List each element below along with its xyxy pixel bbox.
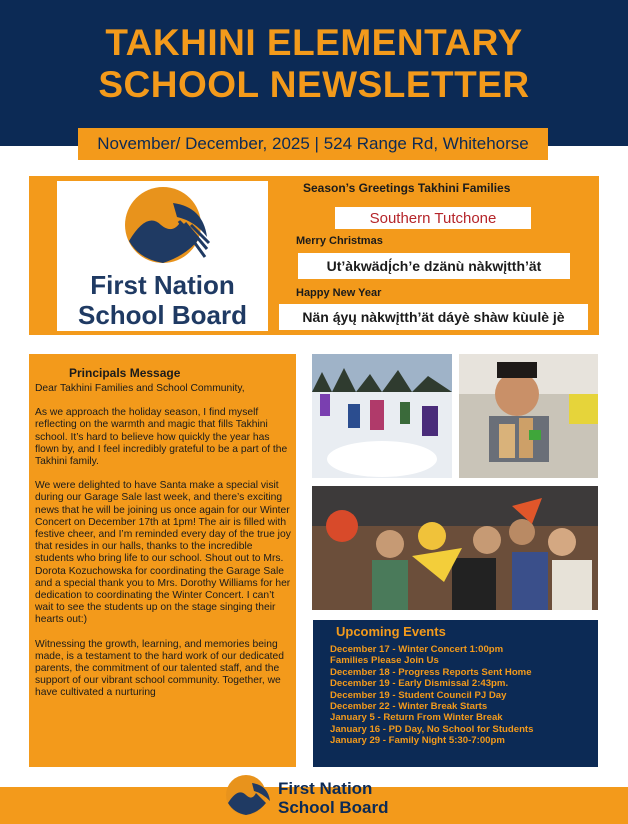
events-list	[330, 644, 594, 747]
footer-bar	[0, 779, 628, 824]
logo-text-line-1: First Nation	[90, 270, 235, 300]
photo-block-building	[459, 354, 598, 478]
event-item: December 18 - Progress Reports Sent Home	[330, 666, 532, 678]
event-item: December 19 - Student Council PJ Day	[330, 689, 507, 701]
dateline-banner: November/ December, 2025 | 524 Range Rd, Whitehorse	[78, 128, 548, 160]
photo-snow-play	[312, 354, 452, 478]
principals-message-heading: Principals Message	[69, 366, 181, 380]
logo-text-line-2: School Board	[77, 300, 247, 330]
message-paragraph: We were delighted to have Santa make a special visit during our Garage Sale last week, and there’s exciting news that he will be joining us once again for our Winter Concert on December 17th at 1pm! The air is filled with festive cheer, and I’m reminded every day of the true joy that resides in our halls, thanks to the incredible students who bring life to our school. Shout out to Mrs. Dorota Kozuchowska for coordinating the Garage Sale and a special thank you to Mrs. Dorothy Williams for her dedication to coordinating the Winter Concert. I can’t wait to see the students up on the stage singing their hearts out:)	[35, 480, 291, 626]
newsletter-header	[0, 0, 628, 146]
merry-christmas-tutchone: Ut’àkwädį́ch’e dzänù nàkwįtth’ät	[298, 253, 570, 279]
merry-christmas-label: Merry Christmas	[296, 235, 383, 247]
message-paragraph: Dear Takhini Families and School Community,	[35, 383, 245, 394]
footer-logo-line-2: School Board	[278, 798, 389, 817]
happy-new-year-label: Happy New Year	[296, 287, 382, 299]
event-item: December 19 - Early Dismissal 2:43pm.	[330, 678, 509, 690]
snow-photo-image	[312, 354, 452, 478]
principals-message-panel	[29, 354, 296, 767]
event-item: January 5 - Return From Winter Break	[330, 712, 503, 724]
greetings-title: Season’s Greetings Takhini Families	[303, 181, 511, 195]
language-label: Southern Tutchone	[335, 207, 531, 229]
title-line-2: SCHOOL NEWSLETTER	[98, 64, 530, 105]
block-photo-image	[459, 354, 598, 478]
event-item: January 29 - Family Night 5:30-7:00pm	[330, 735, 505, 747]
event-item: December 22 - Winter Break Starts	[330, 701, 488, 713]
event-item: Families Please Join Us	[330, 655, 439, 667]
happy-new-year-tutchone: Nän ą́yų nàkwįtth’ät dáyè shàw kùulè jè	[279, 304, 588, 330]
school-board-logo	[57, 181, 268, 331]
event-item: December 17 - Winter Concert 1:00pm	[330, 644, 504, 655]
upcoming-events-panel	[313, 620, 598, 767]
newsletter-title	[0, 22, 628, 106]
event-item: January 16 - PD Day, No School for Students	[330, 723, 534, 735]
principals-message-body	[35, 383, 291, 712]
title-line-1: TAKHINI ELEMENTARY	[105, 22, 523, 63]
footer-logo-icon	[216, 773, 276, 817]
message-paragraph: Witnessing the growth, learning, and memories being made, is a testament to the hard work of our dedicated parents, the commitment of our talented staff, and the support of our vibrant school community. Together, we have cultivated a nurturing	[35, 638, 284, 699]
classroom-photo-image	[312, 486, 598, 610]
message-paragraph: As we approach the holiday season, I find myself reflecting on the warmth and magic that fills Takhini school. It’s hard to believe how quickly the year has flown by, and I feel incredibly grateful to be a part of the Takhini family.	[35, 407, 288, 468]
photo-classroom-group	[312, 486, 598, 610]
footer-logo-line-1: First Nation	[278, 779, 373, 798]
upcoming-events-heading: Upcoming Events	[336, 624, 446, 639]
